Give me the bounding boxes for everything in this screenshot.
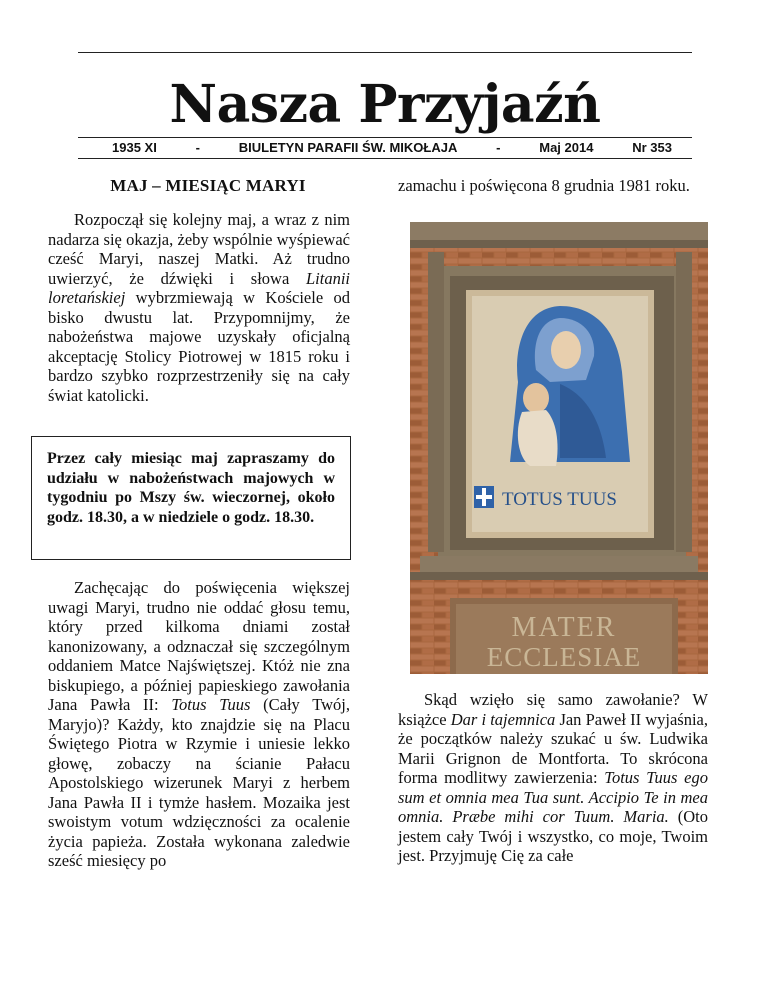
issue-meta — [112, 139, 672, 157]
announcement-text: Przez cały miesiąc maj zapraszamy do udziału w nabożeństwach majowych w tygodniu po Mszy św. wieczornej, około godz. 18.30, a w niedziele o godz. 18.30. — [47, 450, 335, 526]
paragraph-totus-tuus: Zachęcając do poświęcenia większej uwagi Maryi, trudno nie oddać głosu temu, który przed kilkoma dniami został kanonizowany, a odznaczał się szczególnym oddaniem Matce Najświętszej. Któż nie zna biskupiego, a później papieskiego zawołania Jana Pawła II: Totus Tuus (Cały Twój, Maryjo)? Każdy, kto znajdzie się na Placu Świętego Piotra w Rzymie i uniesie lekko głowę, zobaczy na ścianie Pałacu Apostolskiego wizerunek Maryi z herbem Jana Pawła II i tymże hasłem. Mozaika jest swoistym votum wdzięczności za ocalenie życia papieża. Została wykonana zaledwie sześć miesięcy po — [48, 578, 350, 870]
masthead-rule — [78, 137, 692, 138]
issue-date: Maj 2014 — [539, 140, 594, 155]
latin-prayer: Totus Tuus ego sum et omnia mea Tua sunt. Accipio Te in mea omnia. Præbe mihi cor Tuum. Maria. — [398, 768, 708, 826]
masthead-title: Nasza Przyjaźń — [169, 74, 601, 135]
article-heading: MAJ – MIESIĄC MARYI — [110, 176, 306, 195]
top-rule — [78, 52, 692, 53]
article-heading-block — [52, 176, 364, 196]
bulletin-name: BIULETYN PARAFII ŚW. MIKOŁAJA — [238, 140, 458, 155]
book-title: Dar i tajemnica — [450, 709, 556, 729]
meta-rule — [78, 158, 692, 159]
paragraph-origin: Skąd wzięło się samo zawołanie? W książce Dar i tajemnica Jan Paweł II wyjaśnia, że początków należy szukać u św. Ludwika Marii Grignon de Montforta. To skrócona forma modlitwy zawierzenia: Totus Tuus ego sum et omnia mea Tua sunt. Accipio Te in mea omnia. Præbe mihi cor Tuum. Maria. (Oto jestem cały Twój i wszystko, co moje, Twoim jest. Przyjmuję Cię za całe — [398, 690, 709, 865]
plaque-line-2: ECCLESIAE — [486, 642, 642, 672]
separator: - — [496, 140, 501, 155]
mosaic-banner-text: TOTUS TUUS — [502, 489, 617, 510]
mosaic-photo — [410, 222, 708, 674]
motto-italic: Totus Tuus — [171, 695, 251, 714]
issue-number: Nr 353 — [632, 140, 672, 155]
paragraph-intro: Rozpoczął się kolejny maj, a wraz z nim nadarza się okazja, żeby wspólnie wyśpiewać cześć Maryi, naszej Matki. Aż trudno uwierzyć, że dźwięki i słowa Litanii loretańskiej wybrzmiewają w Kościele od bisko dwustu lat. Przypomnijmy, że nabożeństwa majowe uzyskały oficjalną akceptację Stolicy Piotrowej w 1815 roku i bardzo szybko rozprzestrzeniły się na cały świat katolicki. — [48, 210, 350, 405]
plaque-line-1: MATER — [511, 612, 617, 643]
announcement-box — [31, 436, 351, 560]
separator: - — [195, 140, 200, 155]
paragraph-continued: zamachu i poświęcona 8 grudnia 1981 roku. — [398, 176, 690, 195]
founded: 1935 XI — [112, 140, 157, 155]
litany-title: Litanii loretańskiej — [48, 268, 350, 307]
mosaic-illustration — [410, 222, 708, 674]
